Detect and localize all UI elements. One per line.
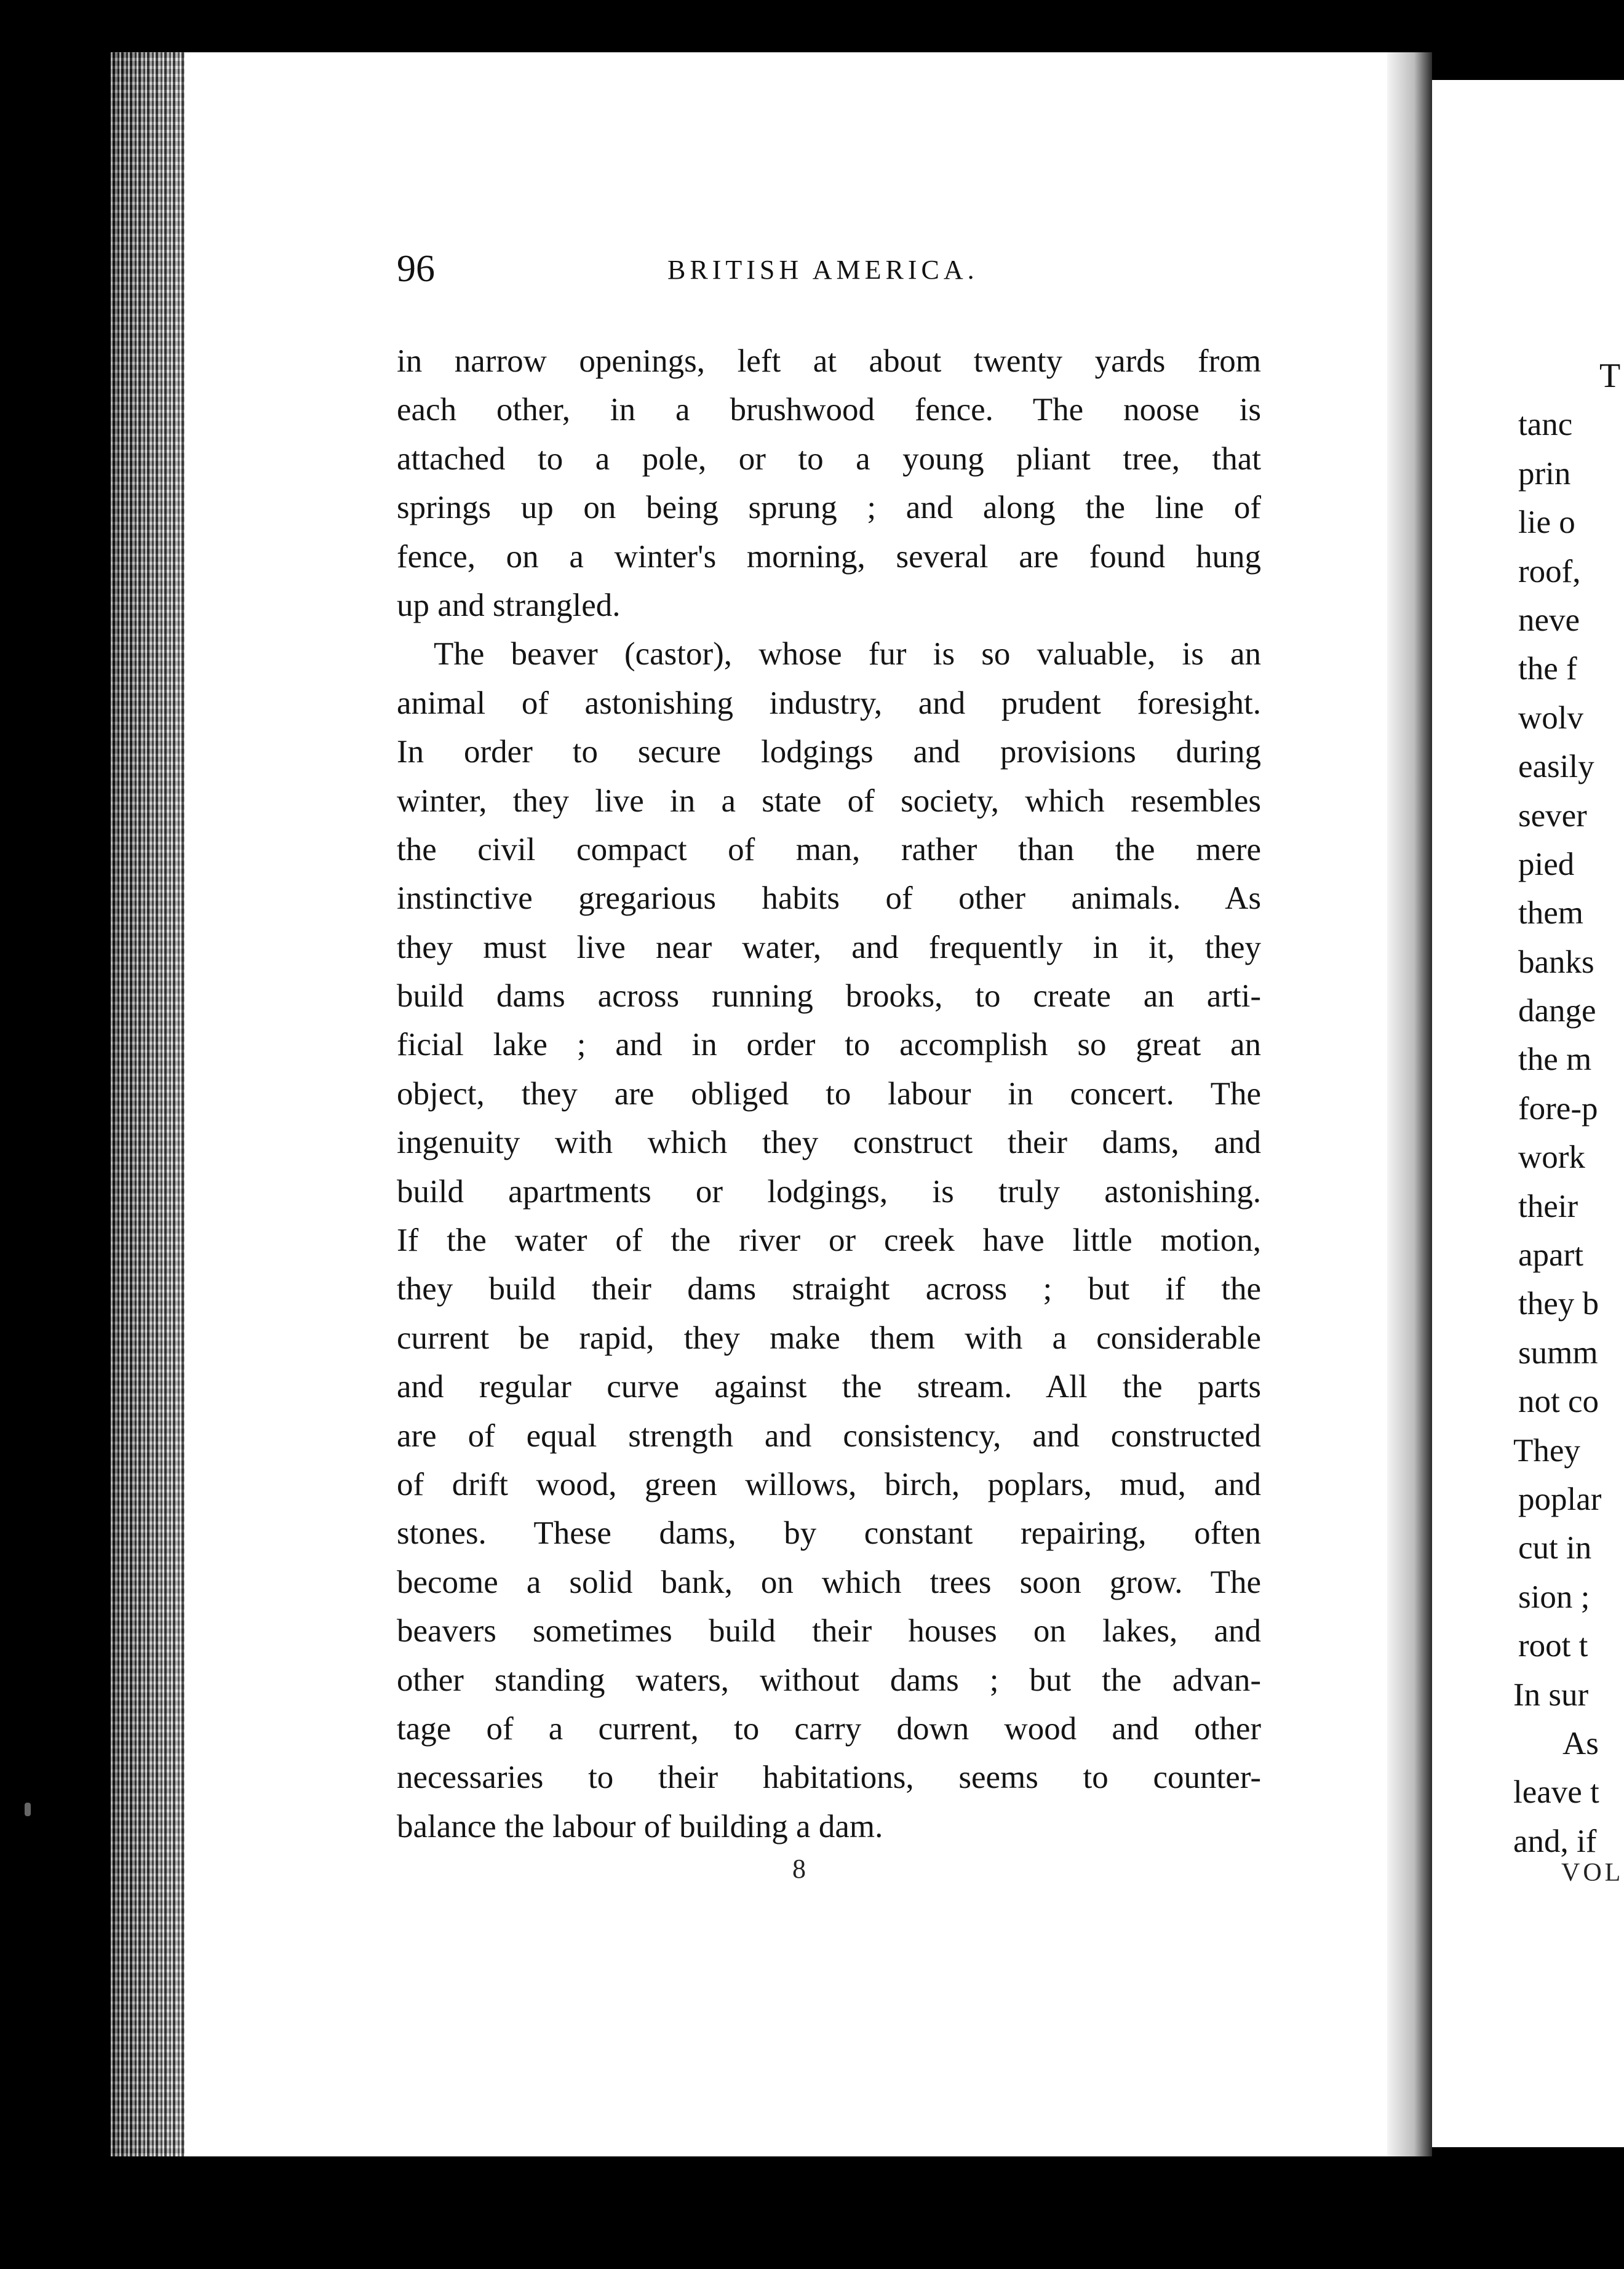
right-page-text (1513, 352, 1621, 1866)
text-line: springs up on being sprung ; and along the line of (397, 490, 1261, 526)
right-text-line: poplar (1518, 1481, 1602, 1517)
book-gutter (1387, 52, 1432, 2156)
text-line: necessaries to their habitations, seems to counter- (397, 1760, 1261, 1796)
text-line: In order to secure lodgings and provisions during (397, 734, 1261, 770)
text-line: animal of astonishing industry, and prudent foresight. (397, 685, 1261, 721)
right-text-line: prin (1518, 455, 1571, 492)
text-line: current be rapid, they make them with a considerable (397, 1320, 1261, 1356)
page-header (397, 241, 1270, 297)
right-text-line: they b (1518, 1286, 1599, 1322)
right-text-line: T (1599, 357, 1621, 395)
page-number: 96 (397, 248, 435, 290)
text-line: beavers sometimes build their houses on lakes, and (397, 1613, 1261, 1649)
right-text-line: pied (1518, 846, 1575, 882)
text-line: are of equal strength and consistency, and constructed (397, 1418, 1261, 1454)
right-text-line: work (1518, 1139, 1585, 1176)
right-text-line: fore-p (1518, 1090, 1598, 1127)
text-line: build dams across running brooks, to create an arti- (397, 978, 1261, 1015)
text-line: object, they are obliged to labour in concert. The (397, 1075, 1261, 1112)
right-text-line: apart (1518, 1237, 1583, 1274)
text-line: balance the labour of building a dam. (397, 1808, 883, 1844)
text-line: The beaver (castor), whose fur is so valuable, is an (434, 636, 1261, 672)
right-text-line: the m (1518, 1042, 1592, 1078)
signature-mark: 8 (792, 1854, 806, 1884)
right-text-line: neve (1518, 602, 1580, 638)
right-text-line: root t (1518, 1628, 1588, 1664)
right-text-line: easily (1518, 749, 1594, 785)
running-title: BRITISH AMERICA. (667, 255, 979, 285)
right-text-line: lie o (1518, 504, 1575, 541)
text-line: and regular curve against the stream. All the parts (397, 1369, 1261, 1405)
right-text-line: sion ; (1518, 1579, 1590, 1615)
text-line: up and strangled. (397, 587, 621, 623)
scan-mark (25, 1803, 31, 1816)
text-line: fence, on a winter's morning, several are found hung (397, 538, 1261, 575)
text-line: build apartments or lodgings, is truly astonishing. (397, 1173, 1261, 1210)
text-line: winter, they live in a state of society, which resembles (397, 783, 1261, 819)
text-line: they build their dams straight across ; but if the (397, 1271, 1261, 1307)
right-text-line: leave t (1513, 1774, 1599, 1811)
text-line: of drift wood, green willows, birch, poplars, mud, and (397, 1466, 1261, 1502)
text-line: they must live near water, and frequently in it, they (397, 929, 1261, 965)
text-line: other standing waters, without dams ; but the advan- (397, 1662, 1261, 1698)
right-text-line: and, if (1513, 1823, 1597, 1859)
text-line: If the water of the river or creek have little motion, (397, 1222, 1261, 1259)
text-line: each other, in a brushwood fence. The noose is (397, 392, 1261, 428)
text-line: become a solid bank, on which trees soon grow. The (397, 1564, 1261, 1600)
text-line: instinctive gregarious habits of other animals. As (397, 880, 1261, 917)
right-text-line: roof, (1518, 553, 1581, 589)
right-text-line: In sur (1513, 1677, 1589, 1713)
body-text (397, 337, 1261, 1851)
text-line: ficial lake ; and in order to accomplish so great an (397, 1027, 1261, 1063)
book-edge-left (111, 52, 197, 2156)
right-text-line: banks (1518, 944, 1594, 980)
right-text-line: They (1513, 1432, 1580, 1469)
right-text-line: tanc (1518, 407, 1573, 443)
right-text-line: wolv (1518, 700, 1583, 736)
right-text-line: their (1518, 1188, 1578, 1224)
text-line: stones. These dams, by constant repairing, often (397, 1515, 1261, 1552)
right-text-line: dange (1518, 993, 1596, 1029)
right-text-line: not co (1518, 1384, 1599, 1420)
right-page-footer: VOL (1561, 1859, 1624, 1887)
text-line: attached to a pole, or to a young pliant tree, that (397, 441, 1261, 477)
text-line: ingenuity with which they construct their dams, and (397, 1125, 1261, 1161)
right-text-line: As (1562, 1725, 1599, 1761)
right-text-line: them (1518, 895, 1583, 931)
right-text-line: sever (1518, 797, 1587, 834)
right-text-line: the f (1518, 651, 1577, 687)
right-text-line: cut in (1518, 1530, 1592, 1566)
text-line: the civil compact of man, rather than the mere (397, 831, 1261, 867)
right-text-line: summ (1518, 1334, 1598, 1371)
text-line: in narrow openings, left at about twenty yards from (397, 343, 1261, 379)
text-line: tage of a current, to carry down wood and other (397, 1710, 1261, 1747)
